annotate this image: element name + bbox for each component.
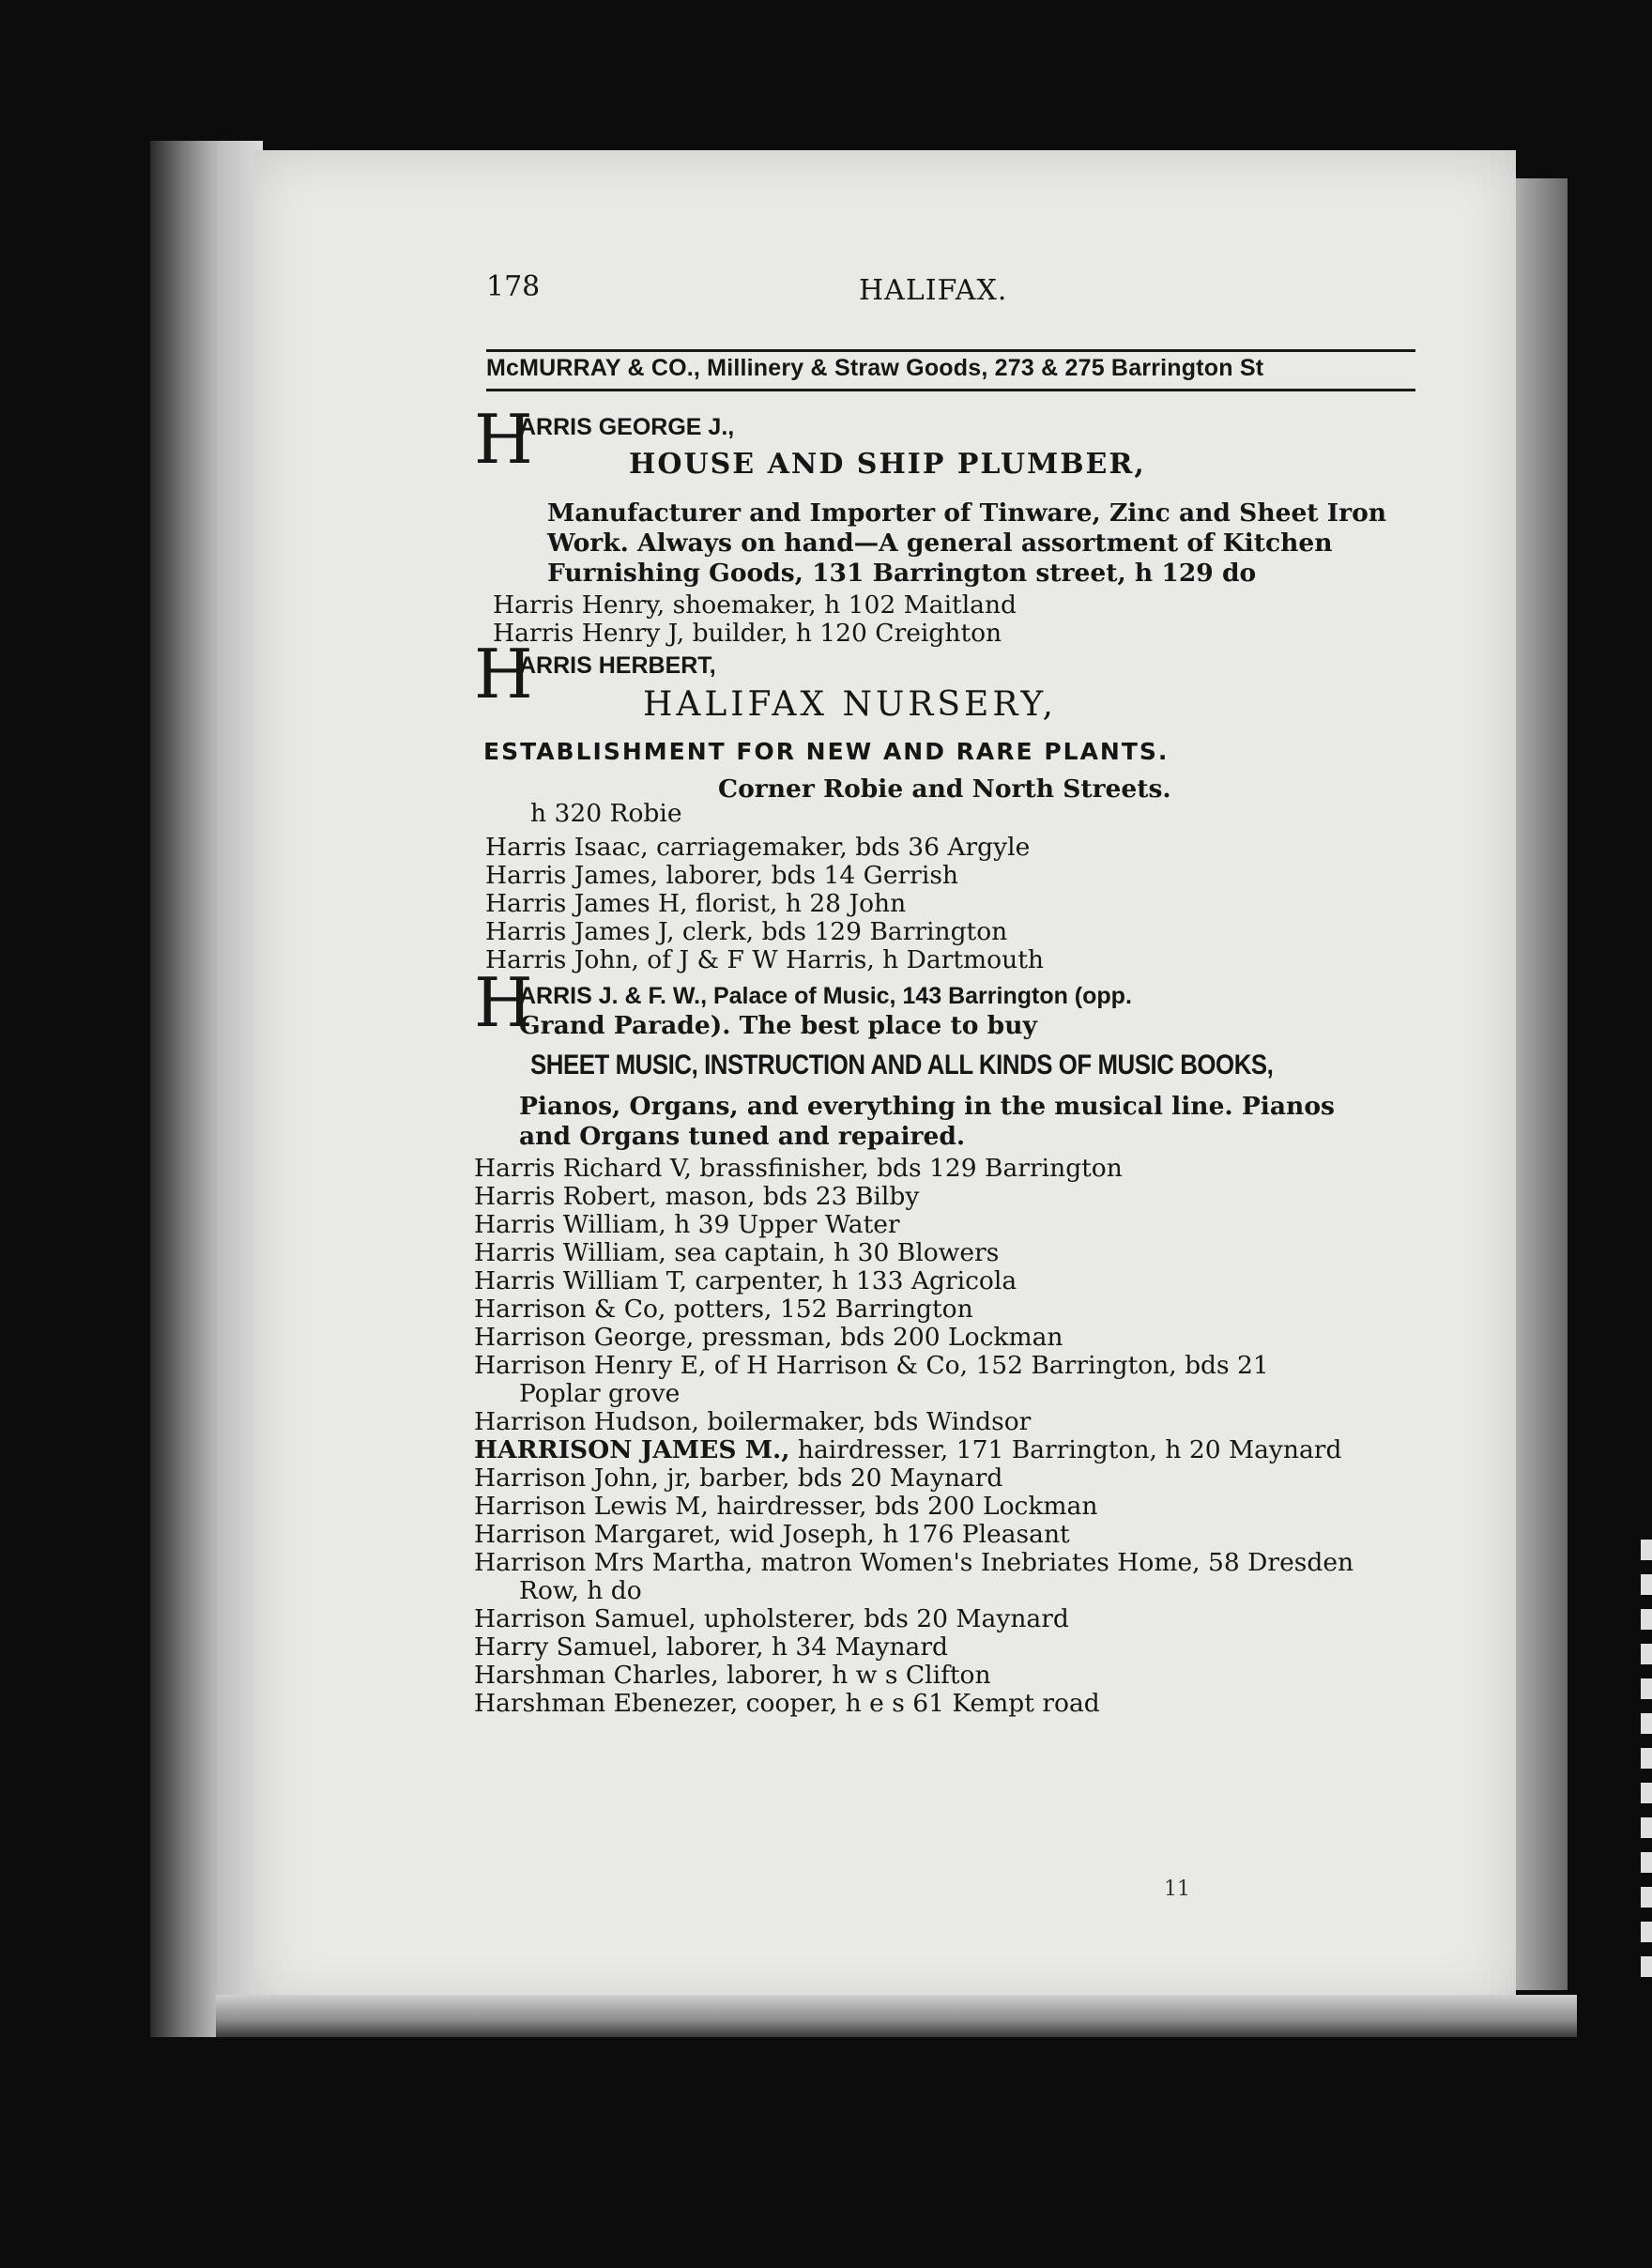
adjacent-page-fragment bbox=[1641, 1540, 1652, 1981]
list-item: Harrison Mrs Martha, matron Women's Inebriates Home, 58 Dresden bbox=[474, 1548, 1354, 1577]
entry-address: Corner Robie and North Streets. bbox=[718, 774, 1171, 804]
display-heading: HOUSE AND SHIP PLUMBER, bbox=[629, 448, 1146, 481]
book-bottom-edge bbox=[216, 1995, 1577, 2037]
list-item: Harris Richard V, brassfinisher, bds 129 Barrington bbox=[474, 1154, 1123, 1183]
list-item: Harrison John, jr, barber, bds 20 Maynard bbox=[474, 1463, 1003, 1493]
drop-cap: H bbox=[474, 400, 533, 479]
entry-name-bold: HARRISON JAMES M., bbox=[474, 1435, 790, 1464]
entry-description: and Organs tuned and repaired. bbox=[519, 1122, 966, 1151]
entry-caption: ESTABLISHMENT FOR NEW AND RARE PLANTS. bbox=[483, 738, 1170, 765]
list-item: Harris Henry, shoemaker, h 102 Maitland bbox=[493, 590, 1017, 620]
list-item: Harris James J, clerk, bds 129 Barrington bbox=[485, 917, 1008, 946]
list-item: Harrison Hudson, boilermaker, bds Windsor bbox=[474, 1407, 1032, 1436]
display-heading: SHEET MUSIC, INSTRUCTION AND ALL KINDS OF MUSIC BOOKS, bbox=[530, 1050, 1274, 1080]
list-item: Harris Henry J, builder, h 120 Creighton bbox=[493, 619, 1002, 648]
list-item: Harris John, of J & F W Harris, h Dartmouth bbox=[485, 945, 1044, 974]
list-item: Harris Robert, mason, bds 23 Bilby bbox=[474, 1182, 920, 1211]
list-item: Harris James H, florist, h 28 John bbox=[485, 889, 907, 918]
list-item: Harris William, sea captain, h 30 Blowers bbox=[474, 1238, 1000, 1267]
list-item: Harris Isaac, carriagemaker, bds 36 Argyle bbox=[485, 833, 1031, 862]
list-item-continuation: Poplar grove bbox=[519, 1379, 681, 1408]
page-content bbox=[441, 263, 1399, 1718]
entry-description: Grand Parade). The best place to buy bbox=[519, 1011, 1037, 1040]
entry-description: Pianos, Organs, and everything in the musical line. Pianos bbox=[519, 1092, 1335, 1121]
entry-description: Furnishing Goods, 131 Barrington street, h 129 do bbox=[547, 559, 1257, 588]
book-page-edges bbox=[150, 141, 263, 2037]
entry-description: Manufacturer and Importer of Tinware, Zinc and Sheet Iron bbox=[547, 498, 1387, 528]
list-item: Harry Samuel, laborer, h 34 Maynard bbox=[474, 1632, 948, 1662]
list-item: Harrison & Co, potters, 152 Barrington bbox=[474, 1295, 973, 1324]
list-item: Harrison Henry E, of H Harrison & Co, 152 Barrington, bds 21 bbox=[474, 1351, 1269, 1380]
entry-description: Work. Always on hand—A general assortment of Kitchen bbox=[547, 529, 1333, 558]
drop-cap: H bbox=[474, 635, 533, 713]
page-number: 178 bbox=[486, 270, 541, 303]
entry-home: h 320 Robie bbox=[530, 799, 682, 828]
list-item-continuation: Row, h do bbox=[519, 1576, 642, 1605]
list-item: Harris William T, carpenter, h 133 Agricola bbox=[474, 1266, 1017, 1295]
header-rule-top bbox=[486, 349, 1415, 352]
list-item: Harshman Ebenezer, cooper, h e s 61 Kempt road bbox=[474, 1689, 1100, 1718]
list-item: Harris James, laborer, bds 14 Gerrish bbox=[485, 861, 958, 890]
entry-heading: ARRIS HERBERT, bbox=[519, 652, 716, 679]
list-item: Harshman Charles, laborer, h w s Clifton bbox=[474, 1661, 991, 1690]
list-item: Harrison Margaret, wid Joseph, h 176 Pleasant bbox=[474, 1520, 1070, 1549]
list-item bbox=[474, 1436, 1341, 1464]
list-item: Harrison Lewis M, hairdresser, bds 200 Lockman bbox=[474, 1492, 1098, 1521]
list-item: Harrison Samuel, upholsterer, bds 20 Maynard bbox=[474, 1604, 1069, 1633]
entry-heading: ARRIS GEORGE J., bbox=[519, 414, 735, 440]
drop-cap: H bbox=[474, 963, 533, 1042]
list-item: Harrison George, pressman, bds 200 Lockman bbox=[474, 1323, 1063, 1352]
advertisement-banner: McMURRAY & CO., Millinery & Straw Goods, 273 & 275 Barrington St bbox=[486, 355, 1264, 381]
header-rule-bottom bbox=[486, 389, 1415, 391]
running-head: HALIFAX. bbox=[859, 274, 1008, 307]
list-item: Harris William, h 39 Upper Water bbox=[474, 1210, 900, 1239]
signature-mark: 11 bbox=[1164, 1877, 1190, 1901]
entry-heading: ARRIS J. & F. W., Palace of Music, 143 Barrington (opp. bbox=[519, 983, 1132, 1009]
page-header bbox=[441, 263, 1399, 306]
display-heading: HALIFAX NURSERY, bbox=[643, 685, 1057, 724]
entry-detail: hairdresser, 171 Barrington, h 20 Maynard bbox=[789, 1435, 1342, 1464]
